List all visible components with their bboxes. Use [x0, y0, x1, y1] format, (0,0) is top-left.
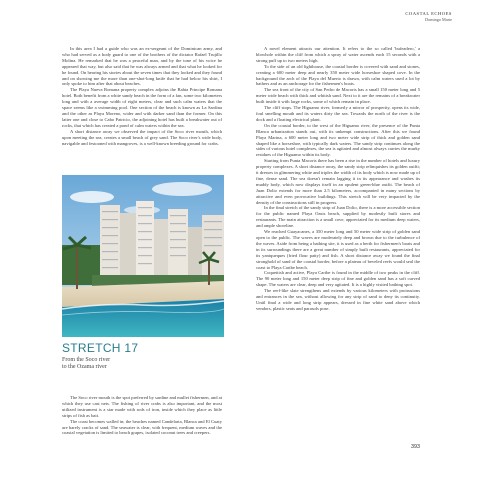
running-header	[405, 11, 452, 22]
stretch-subtitle	[62, 357, 202, 371]
right-column	[256, 46, 420, 312]
left-column-bottom	[62, 395, 222, 436]
paragraph: A novel element attracts our attention. It refers to the so called 'bufeadero,' a blowhole within the cliff from which a spray of water ascends each 15 seconds with a strong puff up to two meters high.	[256, 46, 420, 63]
running-header-author: Domingo Marte	[425, 17, 452, 22]
paragraph: The sea front of the city of San Pedro de Macoris has a small 150 meter long and 5 meter wide beach with thick and whitish sand. Next to it are the remains of a breakwater built inside it with large rocks, some of which remain in place.	[256, 87, 420, 105]
stretch-subtitle-line: to the Ozama river	[62, 364, 107, 371]
paragraph: The Soco river mouth is the spot preferred by sardine and mullet fishermen, and at which they use cast nets. The fishing of river crabs is also important, and the most utilized instrument is a star made with rods of iron, inside which they place as little strips of fish as bait.	[62, 395, 222, 418]
paragraph: The coast becomes walled in; the beaches named Candelaria, Blanca and El Cuaty are barely cracks of sand. The seawater is clear, with frequent, medium waves and the coastal vegetation is limited to beach grapes, isolated coconut trees and creepers.	[62, 418, 222, 436]
left-column-top	[62, 46, 222, 146]
paragraph: In the final stretch of the sandy strip of Juan Dolio, there is a more accessible section for the public named Playa Oasis beach, supplied by modestly built stores and restaurants. The main attraction is a small cove, appreciated for its medium deep waters, and ample shoreline.	[256, 205, 421, 229]
running-header-title: COASTAL ECHOES	[405, 11, 452, 16]
paragraph: We reached Guayacanes, a 350 meter long and 50 meter wide strip of golden sand open to the public. The waves are moderately deep and brown due to the turbulence of the waves. Aside from being a bathing site, it is used as a berth for fishermen's boats and in its surroundings there are a great number of simply built restaurants, appreciated for its yaniqueques (fried flour patty) and fish. A short distance away we found the final stronghold of sand of the coastal border, before a plateau of beveled reefs would seal the coast to Playa Caribe beach.	[256, 229, 420, 270]
paragraph: The cliff stops. The Higuamo river, formerly a mirror of prosperity, opens its wide, foul smelling mouth and its waters dirty the sea. Towards the north of the river is the dock and a floating electrical plant.	[256, 105, 420, 122]
paragraph: To the side of an old lighthouse, the coastal border is covered with sand and stones, creating a 600 meter deep and nearly 350 meter wide horseshoe shaped cove. In the background the arch of the Playa del Muerto is drawn, with calm waters used a lot by bathers and as an anchorage for the fishermen's boats.	[256, 63, 420, 87]
stretch-subtitle-line: From the Soco river	[62, 357, 111, 363]
paragraph: The Playa Nueva Romana property complex adjoins the Bahia Principe Romana hotel. Both benefit from a white sandy beach in the form of a fan, some two kilometers long and with a average width of eight meters, clear and such calm waters that the space seems like a swimming pool. One section of the beach is known as La Sardina and the other as Playa Moreno, wider and with darker sand than the former. On this latter one and close to Cabo Patricio, the adjoining hotel has built a breakwater out of rocks, that which has created a pond of calm waters within the sea.	[62, 87, 222, 128]
paragraph: Starting from Punta Macoris there has been a rise in the number of hotels and luxury property complexes. A short distance away, the sandy strip relinquishes its golden outfit; it dresses in glimmering white and triples the width of its body which is now made up of fine, dense sand. The sea doesn't remain lagging it in its appearance and washes its muddy body, which now displays itself in an opulent green-blue outfit. The beach of Juan Dolio extends for more than 2.5 kilometers, accompanied in many sections by attractive and even provocative buildings. This stretch will be very impacted by the density of the constructions still in progress.	[256, 158, 420, 205]
page-number: 393	[411, 444, 420, 450]
paragraph: In this area I had a guide who was an ex-sergeant of the Dominican army, and who had served as a body guard to one of the brothers of the dictator Rafael Trujillo Molina. He remarked that he was a peaceful man, and by the tone of his voice he appeared that way, but also said that he was always armed and that what he looked for he found. On hearing his stories about the seven times that they looked and they found and on showing me the more than one-shot-long knife that he had below his shirt, I only spoke to him after that about beaches.	[62, 46, 222, 87]
coastal-photo	[62, 175, 224, 337]
paragraph: The reef-like slate strengthens and extends by various kilometers with protrusions and entrances in the sea, without allowing for any strip of sand to deny its continuity. Until final a wide and long strip appears, dressed in fine white sand above which vendors, plastic seats and parasols pose.	[256, 288, 420, 311]
paragraph: A short distance away we observed the impact of the Soco river mouth, which upon meeting the sea, creates a small beach of grey sand. The Soco river's wide body, navigable and festooned with mangroves, is a well-known breeding ground for crabs.	[62, 128, 222, 146]
paragraph: Coquettish and active, Playa Caribe is found in the middle of two peaks in the cliff. The 90 meter long and 150 meter deep strip of fine and golden sand has a soft curved shape. The waters are clear, deep and very agitated. It is a highly visited bathing spot.	[256, 270, 420, 288]
coastal-photo-image	[62, 175, 224, 337]
paragraph: On the coastal border, to the west of the Higuamo river, the presence of the Punta Blanca urbanization stands out, with its unkempt constructions. After this we found Playa Marina, a 600 meter long and two meter wide strip of thick and golden sand shaped like a horseshoe, with typically dark waters. The sandy strip continues along the sides of various hotel complexes, the sea is agitated and almost always carries the murky residues of the Higuamo within its body.	[256, 122, 420, 158]
stretch-title: STRETCH 17	[62, 341, 139, 355]
